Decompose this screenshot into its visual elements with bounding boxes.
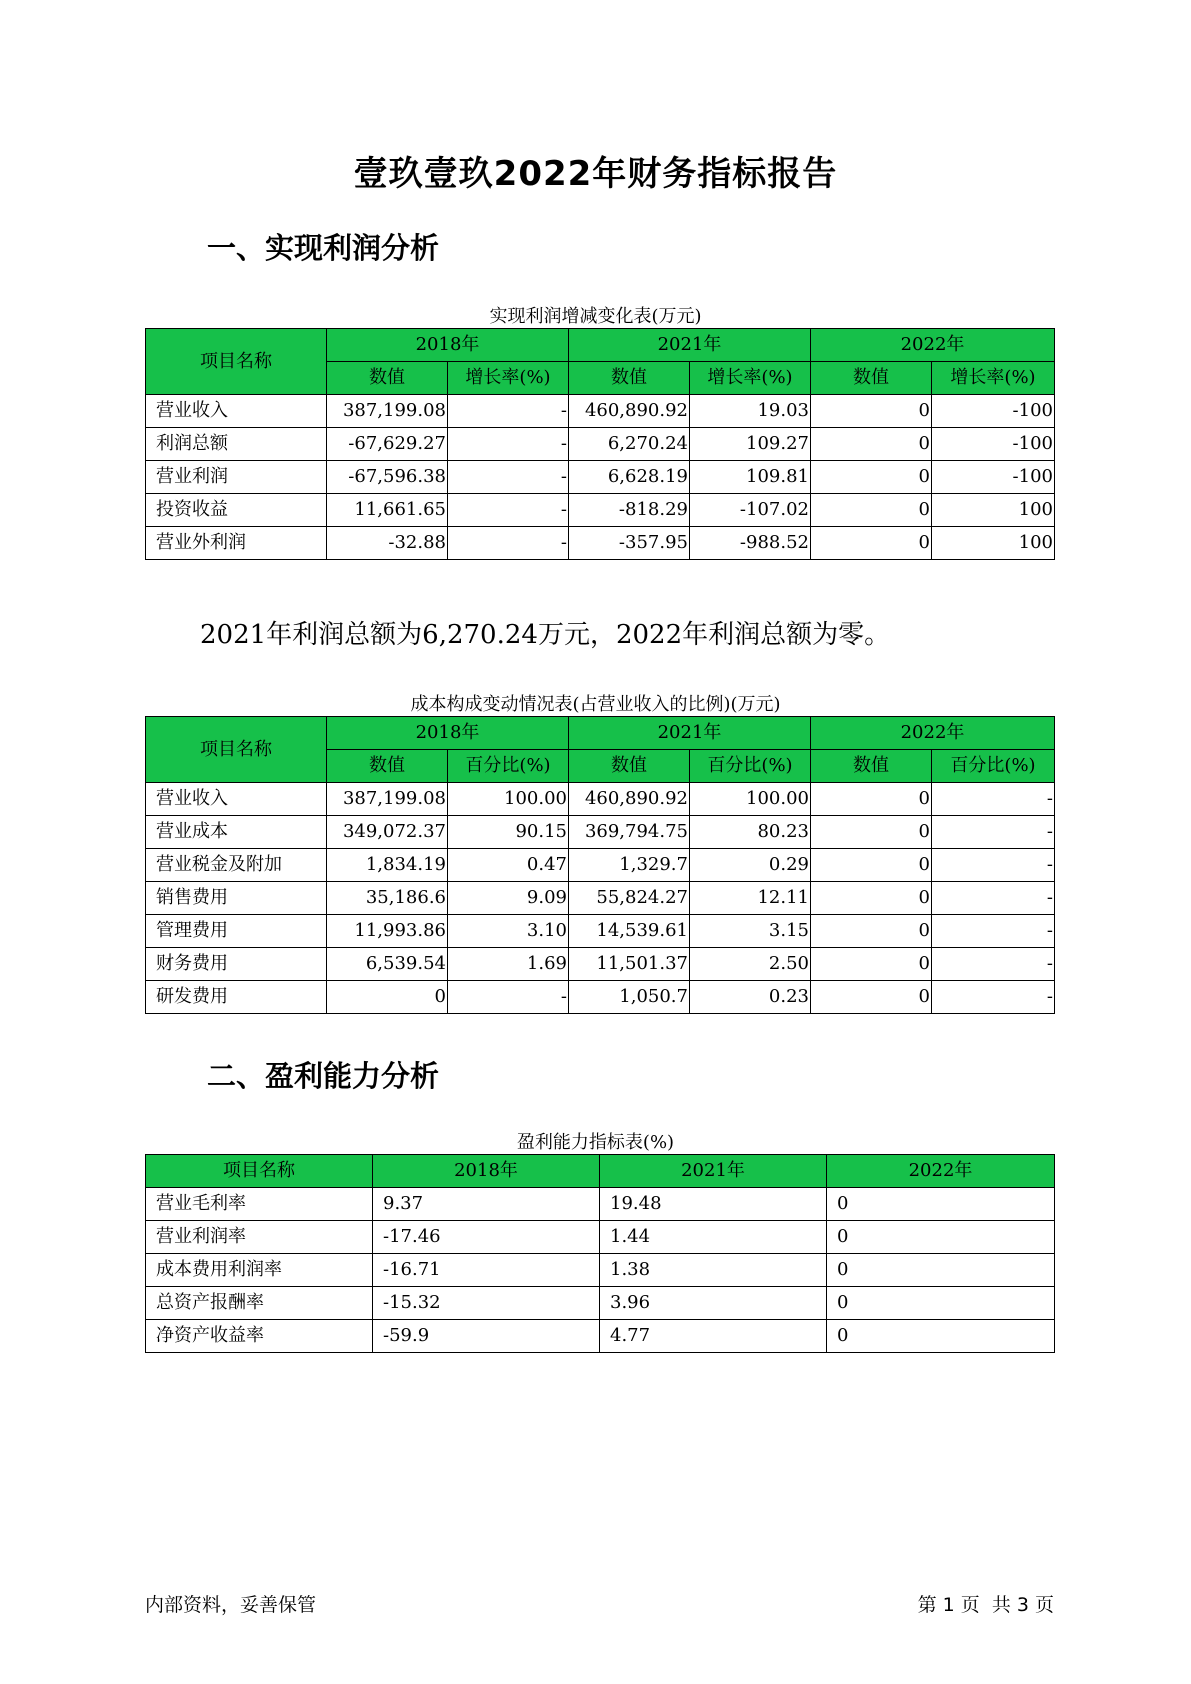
- column-header-item: 项目名称: [146, 329, 327, 395]
- cell: 12.11: [690, 882, 811, 915]
- cell: 0: [811, 428, 932, 461]
- cell: 387,199.08: [327, 395, 448, 428]
- table-row: [146, 1254, 1055, 1287]
- document-title: 壹玖壹玖2022年财务指标报告: [353, 154, 838, 194]
- cell: 0: [827, 1287, 1055, 1320]
- cell: -: [932, 849, 1055, 882]
- table-caption: 实现利润增减变化表(万元): [489, 306, 702, 327]
- table-row: [146, 882, 1055, 915]
- subheader-value: 数值: [569, 750, 690, 783]
- cell: 0: [811, 816, 932, 849]
- subheader-value: 数值: [811, 362, 932, 395]
- table-caption: 盈利能力指标表(%): [516, 1132, 675, 1153]
- cell: -59.9: [373, 1320, 600, 1353]
- cell: 0: [811, 882, 932, 915]
- row-label: 财务费用: [146, 948, 327, 981]
- cell: -: [448, 395, 569, 428]
- cell: -: [932, 882, 1055, 915]
- cell: 100: [932, 527, 1055, 560]
- cell: 1.44: [600, 1221, 827, 1254]
- cell: -: [932, 816, 1055, 849]
- cell: 2.50: [690, 948, 811, 981]
- cell: 387,199.08: [327, 783, 448, 816]
- cell: -357.95: [569, 527, 690, 560]
- row-label: 利润总额: [146, 428, 327, 461]
- cell: 109.27: [690, 428, 811, 461]
- cell: 9.09: [448, 882, 569, 915]
- cell: -: [932, 948, 1055, 981]
- cell: 0: [827, 1221, 1055, 1254]
- cell: -: [448, 527, 569, 560]
- column-header-year: 2022年: [827, 1155, 1055, 1188]
- cell: 0.47: [448, 849, 569, 882]
- row-label: 管理费用: [146, 915, 327, 948]
- cell: 460,890.92: [569, 783, 690, 816]
- cell: 0: [827, 1320, 1055, 1353]
- column-header-year: 2022年: [811, 717, 1055, 750]
- cell: 1.38: [600, 1254, 827, 1287]
- column-header-year: 2018年: [327, 717, 569, 750]
- cell: 3.10: [448, 915, 569, 948]
- table-row: [146, 816, 1055, 849]
- cell: 11,661.65: [327, 494, 448, 527]
- table-row: [146, 494, 1055, 527]
- cell: 1.69: [448, 948, 569, 981]
- cell: 14,539.61: [569, 915, 690, 948]
- table-row: [146, 395, 1055, 428]
- cell: 460,890.92: [569, 395, 690, 428]
- subheader-value: 数值: [811, 750, 932, 783]
- cell: 0: [827, 1254, 1055, 1287]
- cell: 3.15: [690, 915, 811, 948]
- table-row: [146, 527, 1055, 560]
- subheader-rate: 增长率(%): [448, 362, 569, 395]
- cell: 0: [811, 395, 932, 428]
- subheader-percent: 百分比(%): [448, 750, 569, 783]
- subheader-percent: 百分比(%): [690, 750, 811, 783]
- cell: 9.37: [373, 1188, 600, 1221]
- row-label: 成本费用利润率: [146, 1254, 373, 1287]
- subheader-rate: 增长率(%): [690, 362, 811, 395]
- cell: 0: [327, 981, 448, 1014]
- cell: -: [448, 428, 569, 461]
- cell: 369,794.75: [569, 816, 690, 849]
- cell: 4.77: [600, 1320, 827, 1353]
- table-row: [146, 849, 1055, 882]
- profit-change-table: [145, 328, 1055, 560]
- subheader-rate: 增长率(%): [932, 362, 1055, 395]
- row-label: 投资收益: [146, 494, 327, 527]
- cell: 19.48: [600, 1188, 827, 1221]
- cell: -100: [932, 395, 1055, 428]
- cell: 100.00: [690, 783, 811, 816]
- row-label: 营业成本: [146, 816, 327, 849]
- cell: 0: [811, 981, 932, 1014]
- column-header-item: 项目名称: [146, 717, 327, 783]
- table-row: [146, 1320, 1055, 1353]
- cell: -67,596.38: [327, 461, 448, 494]
- column-header-year: 2018年: [327, 329, 569, 362]
- subheader-percent: 百分比(%): [932, 750, 1055, 783]
- cell: 0.23: [690, 981, 811, 1014]
- row-label: 营业利润: [146, 461, 327, 494]
- cell: -17.46: [373, 1221, 600, 1254]
- cell: -32.88: [327, 527, 448, 560]
- column-header-year: 2018年: [373, 1155, 600, 1188]
- cell: -100: [932, 428, 1055, 461]
- cell: -67,629.27: [327, 428, 448, 461]
- column-header-year: 2021年: [569, 329, 811, 362]
- cell: 1,329.7: [569, 849, 690, 882]
- cell: 0.29: [690, 849, 811, 882]
- cell: 100: [932, 494, 1055, 527]
- table-caption: 成本构成变动情况表(占营业收入的比例)(万元): [410, 694, 781, 715]
- summary-sentence: 2021年利润总额为6,270.24万元，2022年利润总额为零。: [200, 620, 891, 650]
- cell: 0: [811, 915, 932, 948]
- cell: 0: [811, 948, 932, 981]
- table-row: [146, 1221, 1055, 1254]
- cell: 35,186.6: [327, 882, 448, 915]
- cell: -: [448, 981, 569, 1014]
- column-header-year: 2021年: [569, 717, 811, 750]
- cell: 0: [811, 527, 932, 560]
- table-row: [146, 948, 1055, 981]
- cell: 19.03: [690, 395, 811, 428]
- row-label: 净资产收益率: [146, 1320, 373, 1353]
- cost-structure-table: [145, 716, 1055, 1014]
- cell: 1,834.19: [327, 849, 448, 882]
- subheader-value: 数值: [327, 750, 448, 783]
- subheader-value: 数值: [327, 362, 448, 395]
- cell: -107.02: [690, 494, 811, 527]
- cell: 6,628.19: [569, 461, 690, 494]
- cell: -988.52: [690, 527, 811, 560]
- table-row: [146, 981, 1055, 1014]
- column-header-item: 项目名称: [146, 1155, 373, 1188]
- subheader-value: 数值: [569, 362, 690, 395]
- table-row: [146, 1188, 1055, 1221]
- cell: 80.23: [690, 816, 811, 849]
- cell: 0: [811, 494, 932, 527]
- cell: 90.15: [448, 816, 569, 849]
- cell: -100: [932, 461, 1055, 494]
- cell: 0: [811, 461, 932, 494]
- table-row: [146, 1287, 1055, 1320]
- cell: 6,539.54: [327, 948, 448, 981]
- column-header-year: 2021年: [600, 1155, 827, 1188]
- cell: 100.00: [448, 783, 569, 816]
- cell: 6,270.24: [569, 428, 690, 461]
- row-label: 营业税金及附加: [146, 849, 327, 882]
- cell: 11,501.37: [569, 948, 690, 981]
- cell: 55,824.27: [569, 882, 690, 915]
- column-header-year: 2022年: [811, 329, 1055, 362]
- cell: -15.32: [373, 1287, 600, 1320]
- row-label: 营业外利润: [146, 527, 327, 560]
- section-heading-profit: 一、实现利润分析: [207, 231, 440, 265]
- row-label: 营业毛利率: [146, 1188, 373, 1221]
- row-label: 营业收入: [146, 783, 327, 816]
- table-row: [146, 461, 1055, 494]
- cell: -: [448, 461, 569, 494]
- row-label: 营业利润率: [146, 1221, 373, 1254]
- cell: 0: [811, 849, 932, 882]
- row-label: 销售费用: [146, 882, 327, 915]
- cell: 0: [811, 783, 932, 816]
- cell: 0: [827, 1188, 1055, 1221]
- cell: 3.96: [600, 1287, 827, 1320]
- table-row: [146, 428, 1055, 461]
- row-label: 研发费用: [146, 981, 327, 1014]
- footer-page-number: 第 1 页 共 3 页: [917, 1594, 1054, 1616]
- cell: -: [448, 494, 569, 527]
- cell: -818.29: [569, 494, 690, 527]
- cell: 349,072.37: [327, 816, 448, 849]
- cell: -16.71: [373, 1254, 600, 1287]
- row-label: 营业收入: [146, 395, 327, 428]
- cell: 109.81: [690, 461, 811, 494]
- row-label: 总资产报酬率: [146, 1287, 373, 1320]
- cell: -: [932, 783, 1055, 816]
- table-row: [146, 915, 1055, 948]
- cell: 1,050.7: [569, 981, 690, 1014]
- cell: -: [932, 981, 1055, 1014]
- cell: 11,993.86: [327, 915, 448, 948]
- cell: -: [932, 915, 1055, 948]
- table-row: [146, 783, 1055, 816]
- section-heading-profitability: 二、盈利能力分析: [207, 1059, 440, 1093]
- profitability-ratio-table: [145, 1154, 1055, 1353]
- footer-confidential-note: 内部资料，妥善保管: [145, 1594, 317, 1616]
